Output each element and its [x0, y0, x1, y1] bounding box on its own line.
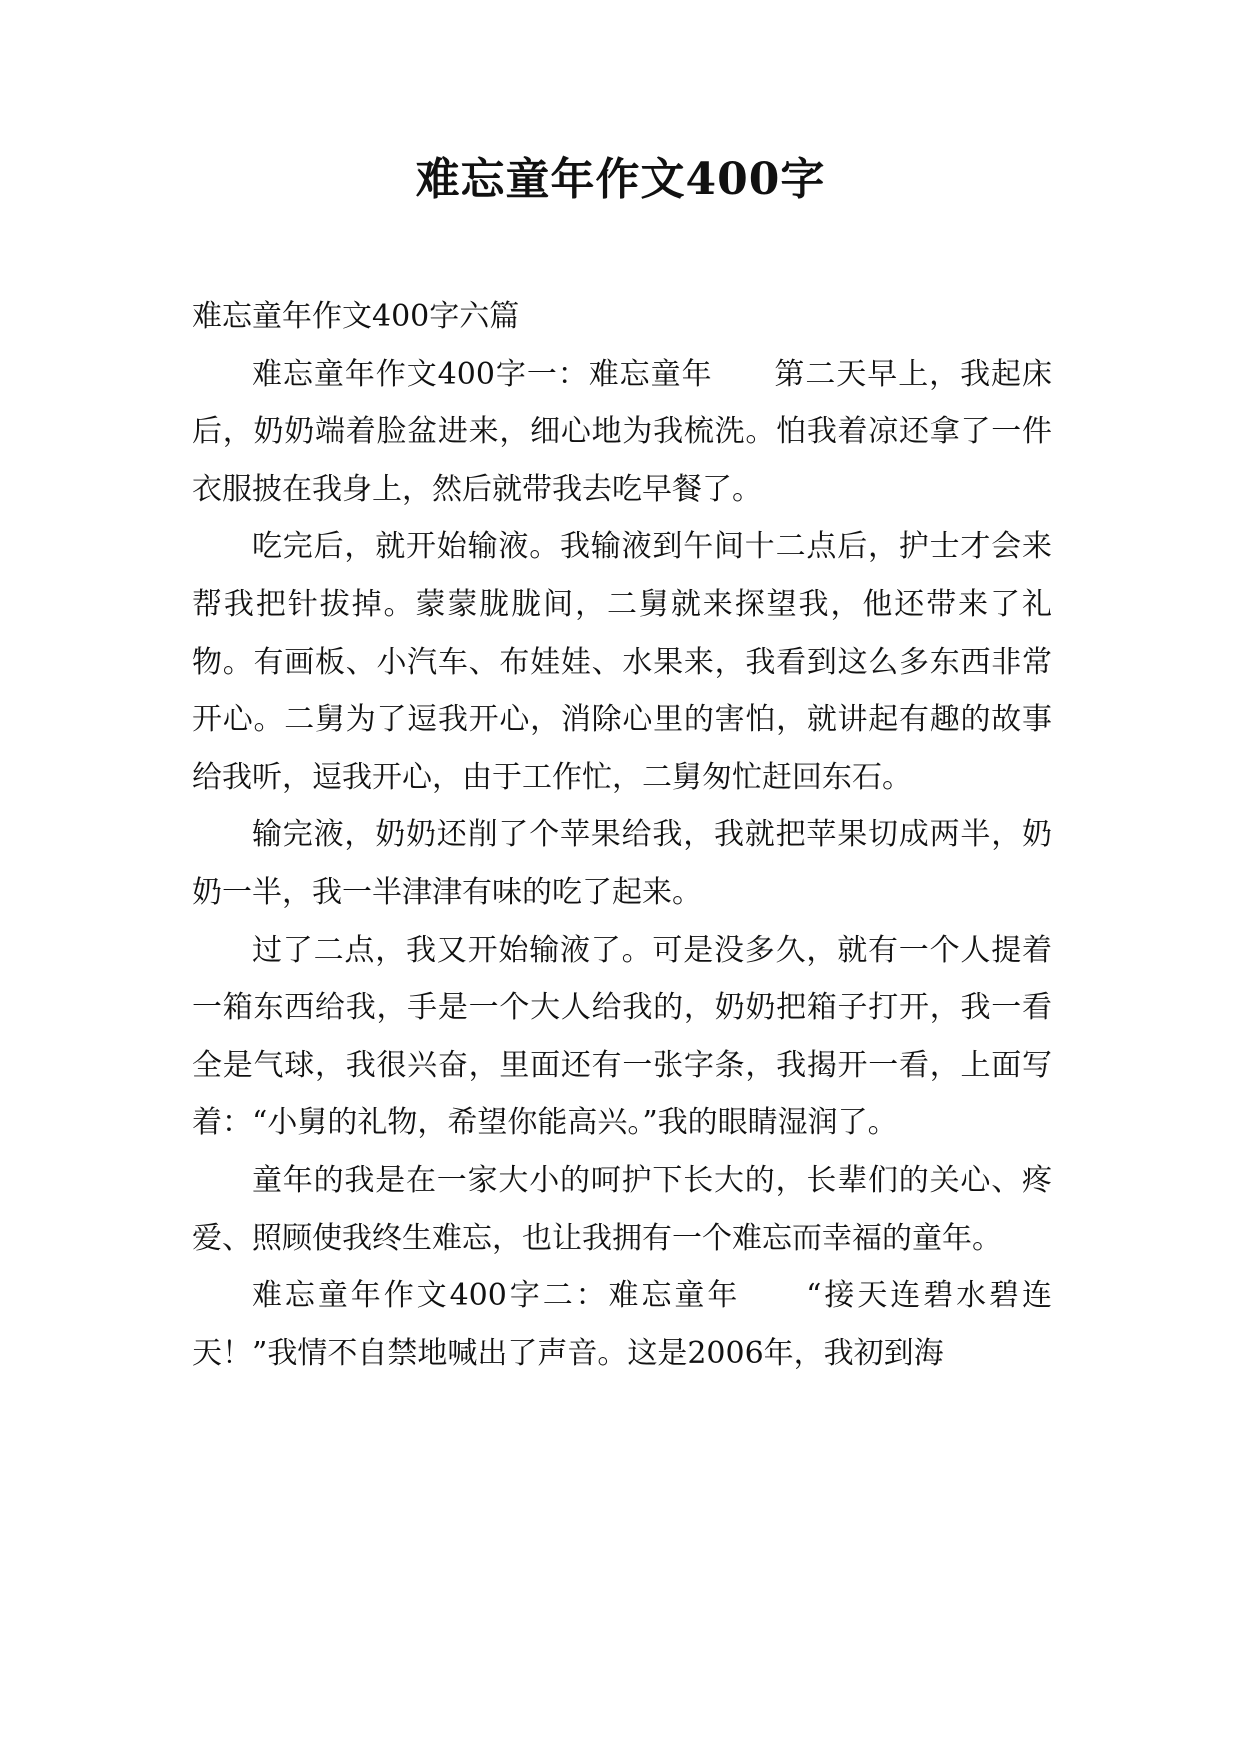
paragraph-4: 过了二点，我又开始输液了。可是没多久，就有一个人提着一箱东西给我，手是一个大人给我的，奶奶把箱子打开，我一看全是气球，我很兴奋，里面还有一张字条，我揭开一看，上面写着：“小舅的礼物，希望你能高兴。”我的眼睛湿润了。	[192, 932, 1052, 1141]
document-body	[192, 288, 1052, 1382]
paragraph-2: 吃完后，就开始输液。我输液到午间十二点后，护士才会来帮我把针拔掉。蒙蒙胧胧间，二舅就来探望我，他还带来了礼物。有画板、小汽车、布娃娃、水果来，我看到这么多东西非常开心。二舅为了逗我开心，消除心里的害怕，就讲起有趣的故事给我听，逗我开心，由于工作忙，二舅匆忙赶回东石。	[192, 529, 1052, 795]
paragraph-5: 童年的我是在一家大小的呵护下长大的，长辈们的关心、疼爱、照顾使我终生难忘，也让我拥有一个难忘而幸福的童年。	[192, 1162, 1052, 1256]
paragraph-1: 难忘童年作文400字一：难忘童年 第二天早上，我起床后，奶奶端着脸盆进来，细心地为我梳洗。怕我着凉还拿了一件衣服披在我身上，然后就带我去吃早餐了。	[192, 356, 1052, 507]
paragraph-3: 输完液，奶奶还削了个苹果给我，我就把苹果切成两半，奶奶一半，我一半津津有味的吃了起来。	[192, 817, 1052, 910]
document-subtitle: 难忘童年作文400字六篇	[192, 299, 520, 334]
document-title: 难忘童年作文400字	[415, 154, 826, 205]
paragraph-6: 难忘童年作文400字二：难忘童年 “接天连碧水碧连天！”我情不自禁地喊出了声音。这是2006年，我初到海	[192, 1278, 1052, 1371]
